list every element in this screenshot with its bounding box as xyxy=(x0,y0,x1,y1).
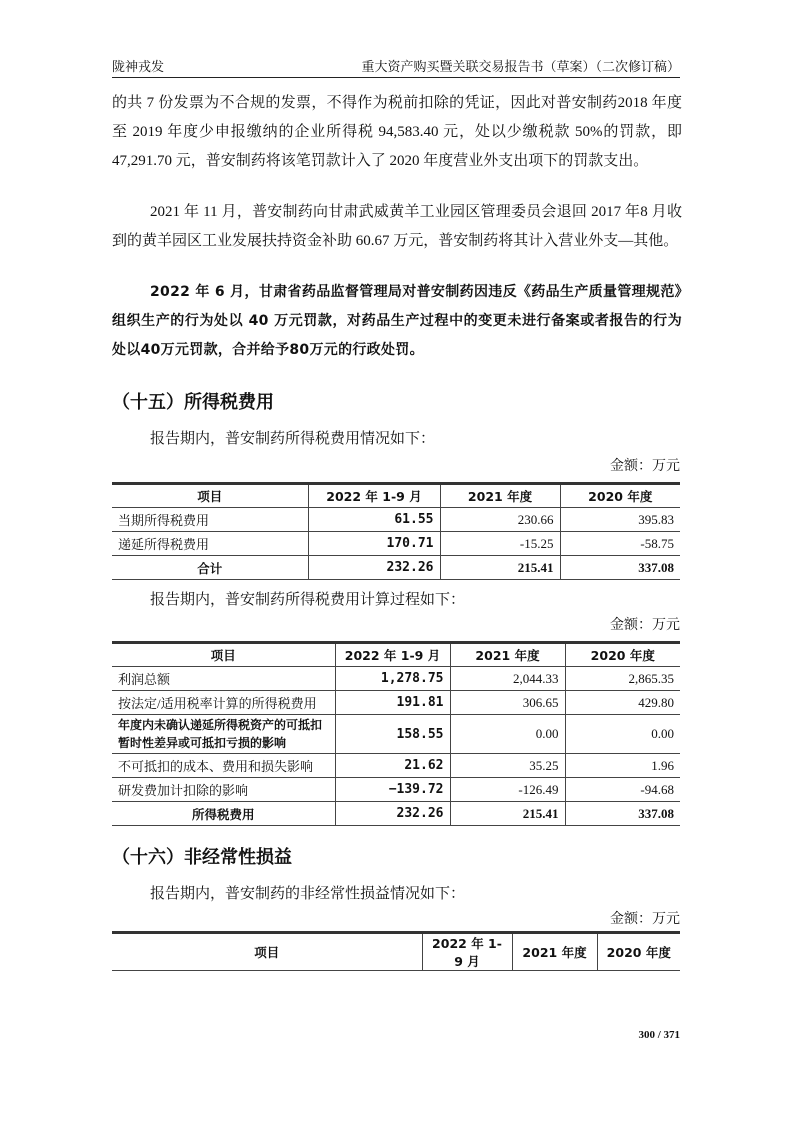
header-company: 陇神戎发 xyxy=(112,59,165,74)
non-recurring-table xyxy=(112,931,680,971)
table-row: 研发费加计扣除的影响 −139.72 -126.49 -94.68 xyxy=(112,778,680,802)
intro-text: 报告期内，普安制药的非经常性损益情况如下： xyxy=(150,886,466,902)
table-row: 年度内未确认递延所得税资产的可抵扣暂时性差异或可抵扣亏损的影响 158.55 0.00 0.00 xyxy=(112,715,680,754)
section-heading: （十六）非经常性损益 xyxy=(112,847,292,868)
intro-text: 报告期内，普安制药所得税费用情况如下： xyxy=(150,431,436,447)
page-number: 300 / 371 xyxy=(638,1029,680,1041)
unit-label: 金额：万元 xyxy=(610,618,680,633)
table-header: 项目 2022 年 1-9 月 2021 年度 2020 年度 xyxy=(112,484,680,508)
paragraph: 2021 年 11 月，普安制药向甘肃武威黄羊工业园区管理委员会退回 2017 年8 月收到的黄羊园区工业发展扶持资金补助 60.67 万元，普安制药将其计入营业外支—其他。 xyxy=(112,204,682,249)
unit-label: 金额：万元 xyxy=(610,912,680,927)
table-row-total: 所得税费用 232.26 215.41 337.08 xyxy=(112,802,680,826)
table-header: 项目 2022 年 1-9 月 2021 年度 2020 年度 xyxy=(112,933,680,971)
table-row: 按法定/适用税率计算的所得税费用 191.81 306.65 429.80 xyxy=(112,691,680,715)
section-heading: （十五）所得税费用 xyxy=(112,392,274,413)
page-header xyxy=(112,58,680,78)
tax-calculation-table xyxy=(112,641,680,826)
table-row-total: 合计 232.26 215.41 337.08 xyxy=(112,556,680,580)
page-body xyxy=(112,89,682,971)
paragraph: 的共 7 份发票为不合规的发票，不得作为税前扣除的凭证，因此对普安制药2018 年度至 2019 年度少申报缴纳的企业所得税 94,583.40 元，处以少缴税款 50%的罚款，即 47,291.70 元，普安制药将该笔罚款计入了 2020 年度营业外支出项下的罚款支出。 xyxy=(112,95,682,169)
income-tax-table xyxy=(112,482,680,580)
table-row: 当期所得税费用 61.55 230.66 395.83 xyxy=(112,508,680,532)
table-header: 项目 2022 年 1-9 月 2021 年度 2020 年度 xyxy=(112,643,680,667)
paragraph-bold: 2022 年 6 月，甘肃省药品监督管理局对普安制药因违反《药品生产质量管理规范》组织生产的行为处以 40 万元罚款，对药品生产过程中的变更未进行备案或者报告的行为处以40万元罚款，合并给予80万元的行政处罚。 xyxy=(112,284,682,358)
table-row: 利润总额 1,278.75 2,044.33 2,865.35 xyxy=(112,667,680,691)
intro-text: 报告期内，普安制药所得税费用计算过程如下： xyxy=(150,592,466,608)
table-row: 不可抵扣的成本、费用和损失影响 21.62 35.25 1.96 xyxy=(112,754,680,778)
unit-label: 金额：万元 xyxy=(610,459,680,474)
table-row: 递延所得税费用 170.71 -15.25 -58.75 xyxy=(112,532,680,556)
header-doc-title: 重大资产购买暨关联交易报告书（草案）（二次修订稿） xyxy=(361,59,680,74)
